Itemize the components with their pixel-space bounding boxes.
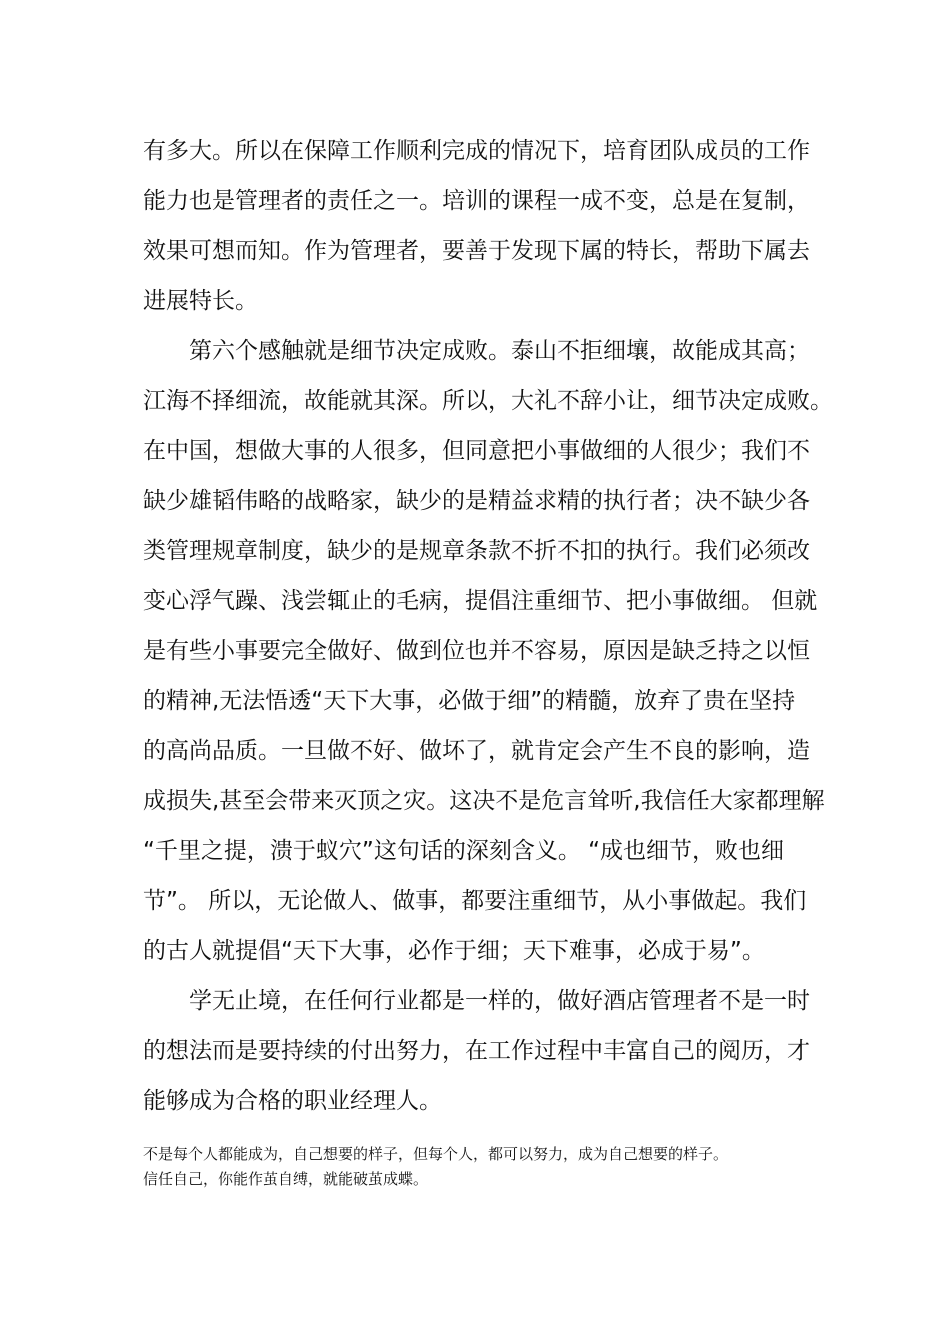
text-line: 的古人就提倡“天下大事，必作于细；天下难事，必成于易”。 — [143, 938, 765, 964]
text-line: 学无止境，在任何行业都是一样的，做好酒店管理者不是一时 — [143, 988, 810, 1014]
text-line: 类管理规章制度，缺少的是规章条款不折不扣的执行。我们必须改 — [143, 538, 810, 564]
text-line: 的想法而是要持续的付出努力，在工作过程中丰富自己的阅历，才 — [143, 1038, 810, 1064]
text-line: 第六个感触就是细节决定成败。泰山不拒细壤，故能成其高； — [143, 338, 810, 364]
text-line: 是有些小事要完全做好、做到位也并不容易，原因是缺乏持之以恒 — [143, 638, 810, 664]
text-line: 有多大。所以在保障工作顺利完成的情况下，培育团队成员的工作 — [143, 138, 810, 164]
text-line: 节”。 所以，无论做人、做事，都要注重细节，从小事做起。我们 — [143, 888, 807, 914]
footnote — [143, 1142, 823, 1192]
text-line: 的高尚品质。一旦做不好、做坏了，就肯定会产生不良的影响，造 — [143, 738, 810, 764]
text-line: 的精神,无法悟透“天下大事，必做于细”的精髓，放弃了贵在坚持 — [143, 688, 796, 714]
text-line: 能够成为合格的职业经理人。 — [143, 1088, 442, 1114]
footnote-line: 信任自己，你能作茧自缚，就能破茧成蝶。 — [143, 1170, 429, 1188]
text-line: “千里之提，溃于蚁穴”这句话的深刻含义。 “成也细节，败也细 — [143, 838, 785, 864]
text-line: 在中国，想做大事的人很多，但同意把小事做细的人很少；我们不 — [143, 438, 810, 464]
text-line: 成损失,甚至会带来灭顶之灾。这决不是危言耸听,我信任大家都理解 — [143, 788, 825, 814]
text-line: 缺少雄韬伟略的战略家，缺少的是精益求精的执行者；决不缺少各 — [143, 488, 810, 514]
text-line: 效果可想而知。作为管理者，要善于发现下属的特长，帮助下属去 — [143, 238, 810, 264]
body-text — [143, 126, 833, 1126]
text-line: 变心浮气躁、浅尝辄止的毛病，提倡注重细节、把小事做细。 但就 — [143, 588, 818, 614]
text-line: 进展特长。 — [143, 288, 258, 314]
footnote-line: 不是每个人都能成为，自己想要的样子，但每个人，都可以努力，成为自己想要的样子。 — [143, 1145, 729, 1163]
text-line: 能力也是管理者的责任之一。培训的课程一成不变，总是在复制， — [143, 188, 810, 214]
text-line: 江海不择细流，故能就其深。所以，大礼不辞小让，细节决定成败。 — [143, 388, 833, 414]
